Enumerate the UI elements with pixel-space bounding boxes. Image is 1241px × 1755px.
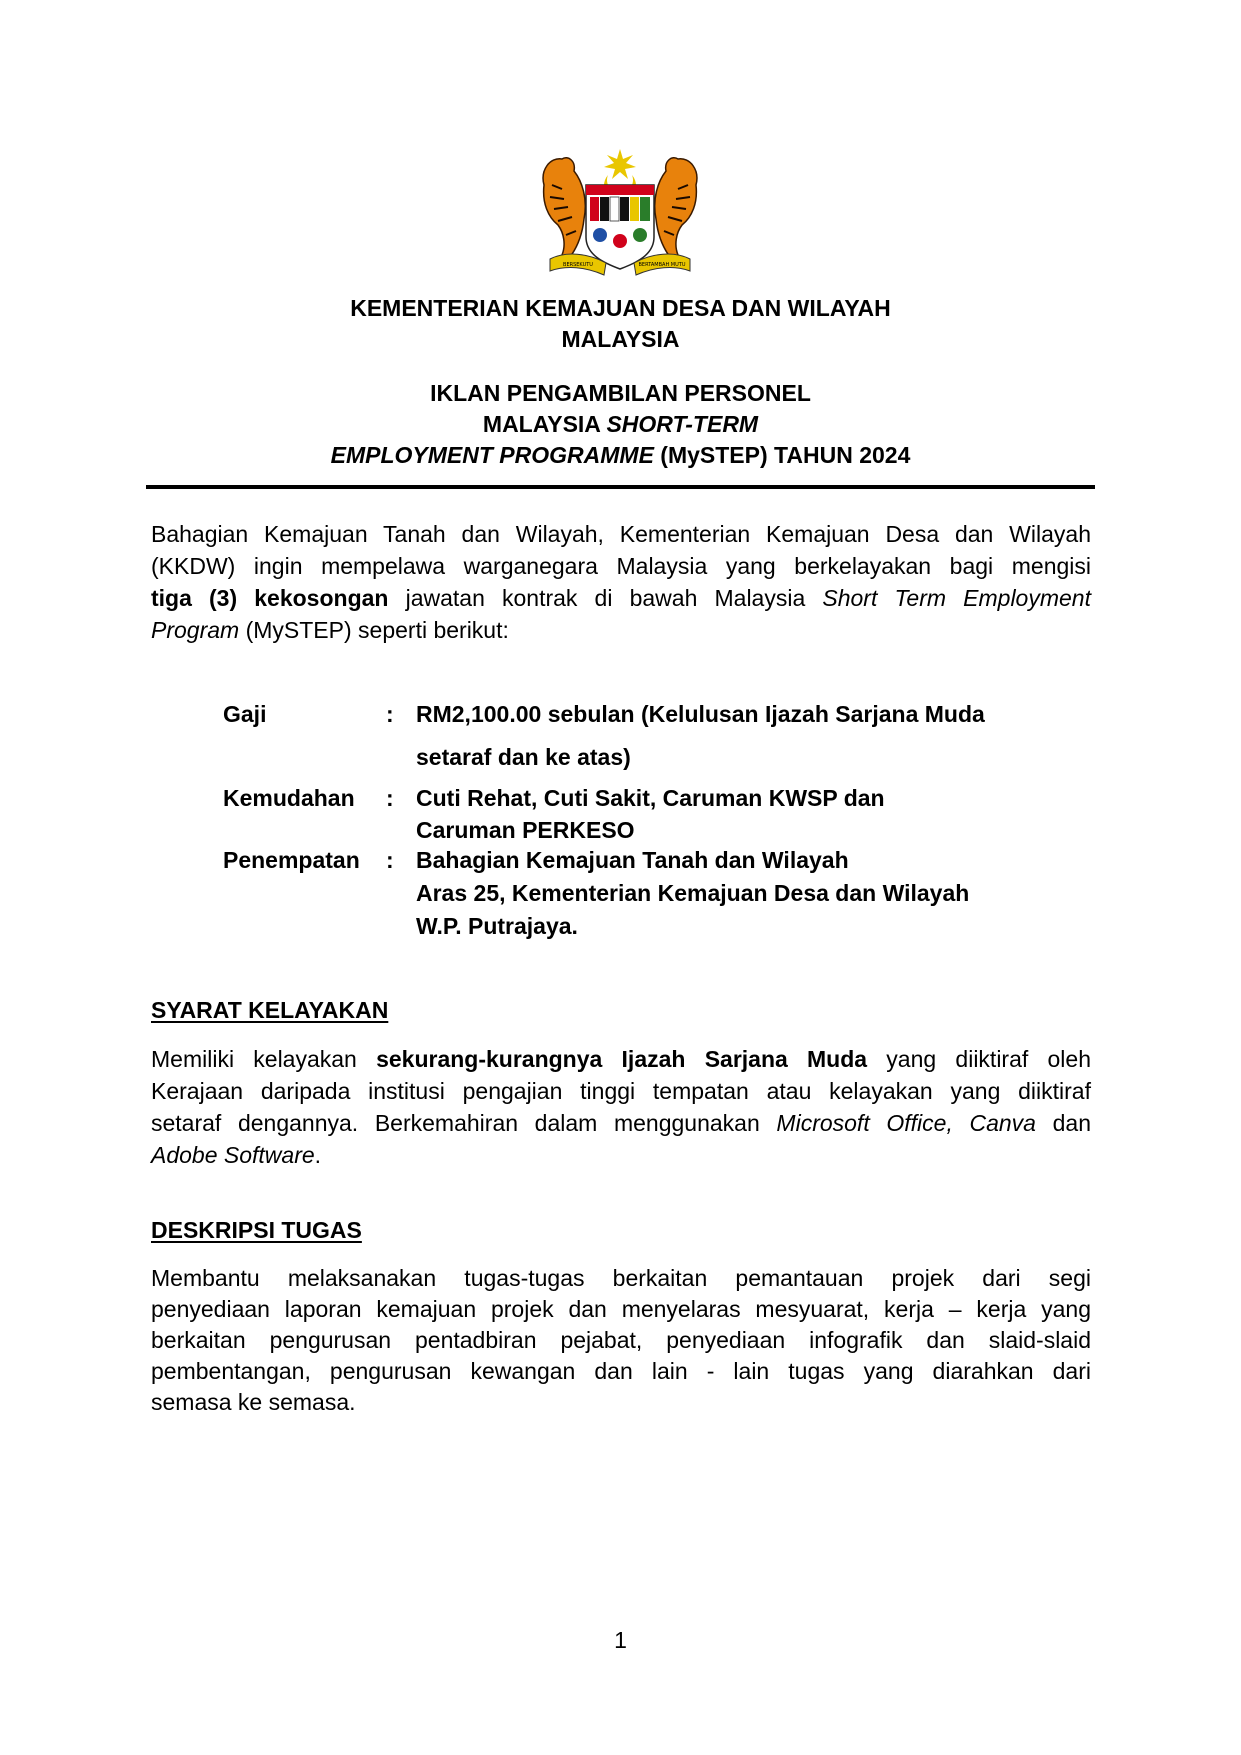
tugas-line: penyediaan laporan kemajuan projek dan menyelaras mesyuarat, kerja – kerja yang <box>151 1296 1091 1322</box>
advert-title-line3a: EMPLOYMENT PROGRAMME <box>330 442 654 468</box>
ministry-title <box>0 293 1241 355</box>
advert-title-line3b: (MySTEP) TAHUN 2024 <box>653 442 911 468</box>
intro-line: Bahagian Kemajuan Tanah dan Wilayah, Kementerian Kemajuan Desa dan Wilayah <box>151 521 1091 547</box>
intro-line: Program (MySTEP) seperti berikut: <box>151 617 509 643</box>
advert-title-line3 <box>0 440 1241 471</box>
syarat-line: Memiliki kelayakan sekurang-kurangnya Ijazah Sarjana Muda yang diiktiraf oleh <box>151 1046 1091 1072</box>
intro-line: tiga (3) kekosongan jawatan kontrak di bawah Malaysia Short Term Employment <box>151 585 1091 611</box>
terms-label-penempatan: Penempatan <box>223 847 360 873</box>
tugas-line: semasa ke semasa. <box>151 1389 356 1415</box>
tugas-line: pembentangan, pengurusan kewangan dan lain - lain tugas yang diarahkan dari <box>151 1358 1091 1384</box>
syarat-paragraph <box>151 1043 1091 1171</box>
minimum-qualification: sekurang-kurangnya Ijazah Sarjana Muda <box>376 1046 868 1072</box>
tugas-line: Membantu melaksanakan tugas-tugas berkaitan pemantauan projek dari segi <box>151 1265 1091 1291</box>
terms-value-kemudahan: Cuti Rehat, Cuti Sakit, Caruman KWSP dan Caruman PERKESO <box>416 785 885 843</box>
intro-paragraph <box>151 518 1091 646</box>
motto-left: BERSEKUTU <box>563 262 593 268</box>
terms-colon: : <box>386 785 394 811</box>
title-divider <box>146 485 1095 489</box>
ministry-title-line1: KEMENTERIAN KEMAJUAN DESA DAN WILAYAH <box>350 295 891 321</box>
terms-colon: : <box>386 701 394 727</box>
intro-line: (KKDW) ingin mempelawa warganegara Malaysia yang berkelayakan bagi mengisi <box>151 553 1091 579</box>
advert-title-line2 <box>0 409 1241 440</box>
ministry-title-line2: MALAYSIA <box>561 326 680 352</box>
motto-right: BERTAMBAH MUTU <box>638 262 686 268</box>
terms-label-gaji: Gaji <box>223 701 267 727</box>
syarat-line: setaraf dengannya. Berkemahiran dalam menggunakan Microsoft Office, Canva dan <box>151 1110 1091 1136</box>
terms-label-kemudahan: Kemudahan <box>223 785 355 811</box>
advert-title-line2b: SHORT-TERM <box>606 411 759 437</box>
advert-title-line1: IKLAN PENGAMBILAN PERSONEL <box>430 380 811 406</box>
vacancy-count: tiga (3) kekosongan <box>151 585 389 611</box>
page-number: 1 <box>614 1627 627 1653</box>
syarat-line: Kerajaan daripada institusi pengajian tinggi tempatan atau kelayakan yang diiktiraf <box>151 1078 1091 1104</box>
section-title-syarat: SYARAT KELAYAKAN <box>151 997 389 1023</box>
terms-value-gaji: RM2,100.00 sebulan (Kelulusan Ijazah Sarjana Muda setaraf dan ke atas) <box>416 701 985 770</box>
section-title-tugas: DESKRIPSI TUGAS <box>151 1217 362 1243</box>
coat-of-arms-emblem <box>536 145 704 280</box>
tugas-line: berkaitan pengurusan pentadbiran pejabat, penyediaan infografik dan slaid-slaid <box>151 1327 1091 1353</box>
terms-colon: : <box>386 847 394 873</box>
advert-title <box>0 378 1241 471</box>
terms-value-penempatan: Bahagian Kemajuan Tanah dan Wilayah Aras 25, Kementerian Kemajuan Desa dan Wilayah W.P. Putrajaya. <box>416 847 970 939</box>
tugas-paragraph <box>151 1263 1091 1418</box>
advert-title-line2a: MALAYSIA <box>482 411 607 437</box>
syarat-line: Adobe Software. <box>151 1142 322 1168</box>
